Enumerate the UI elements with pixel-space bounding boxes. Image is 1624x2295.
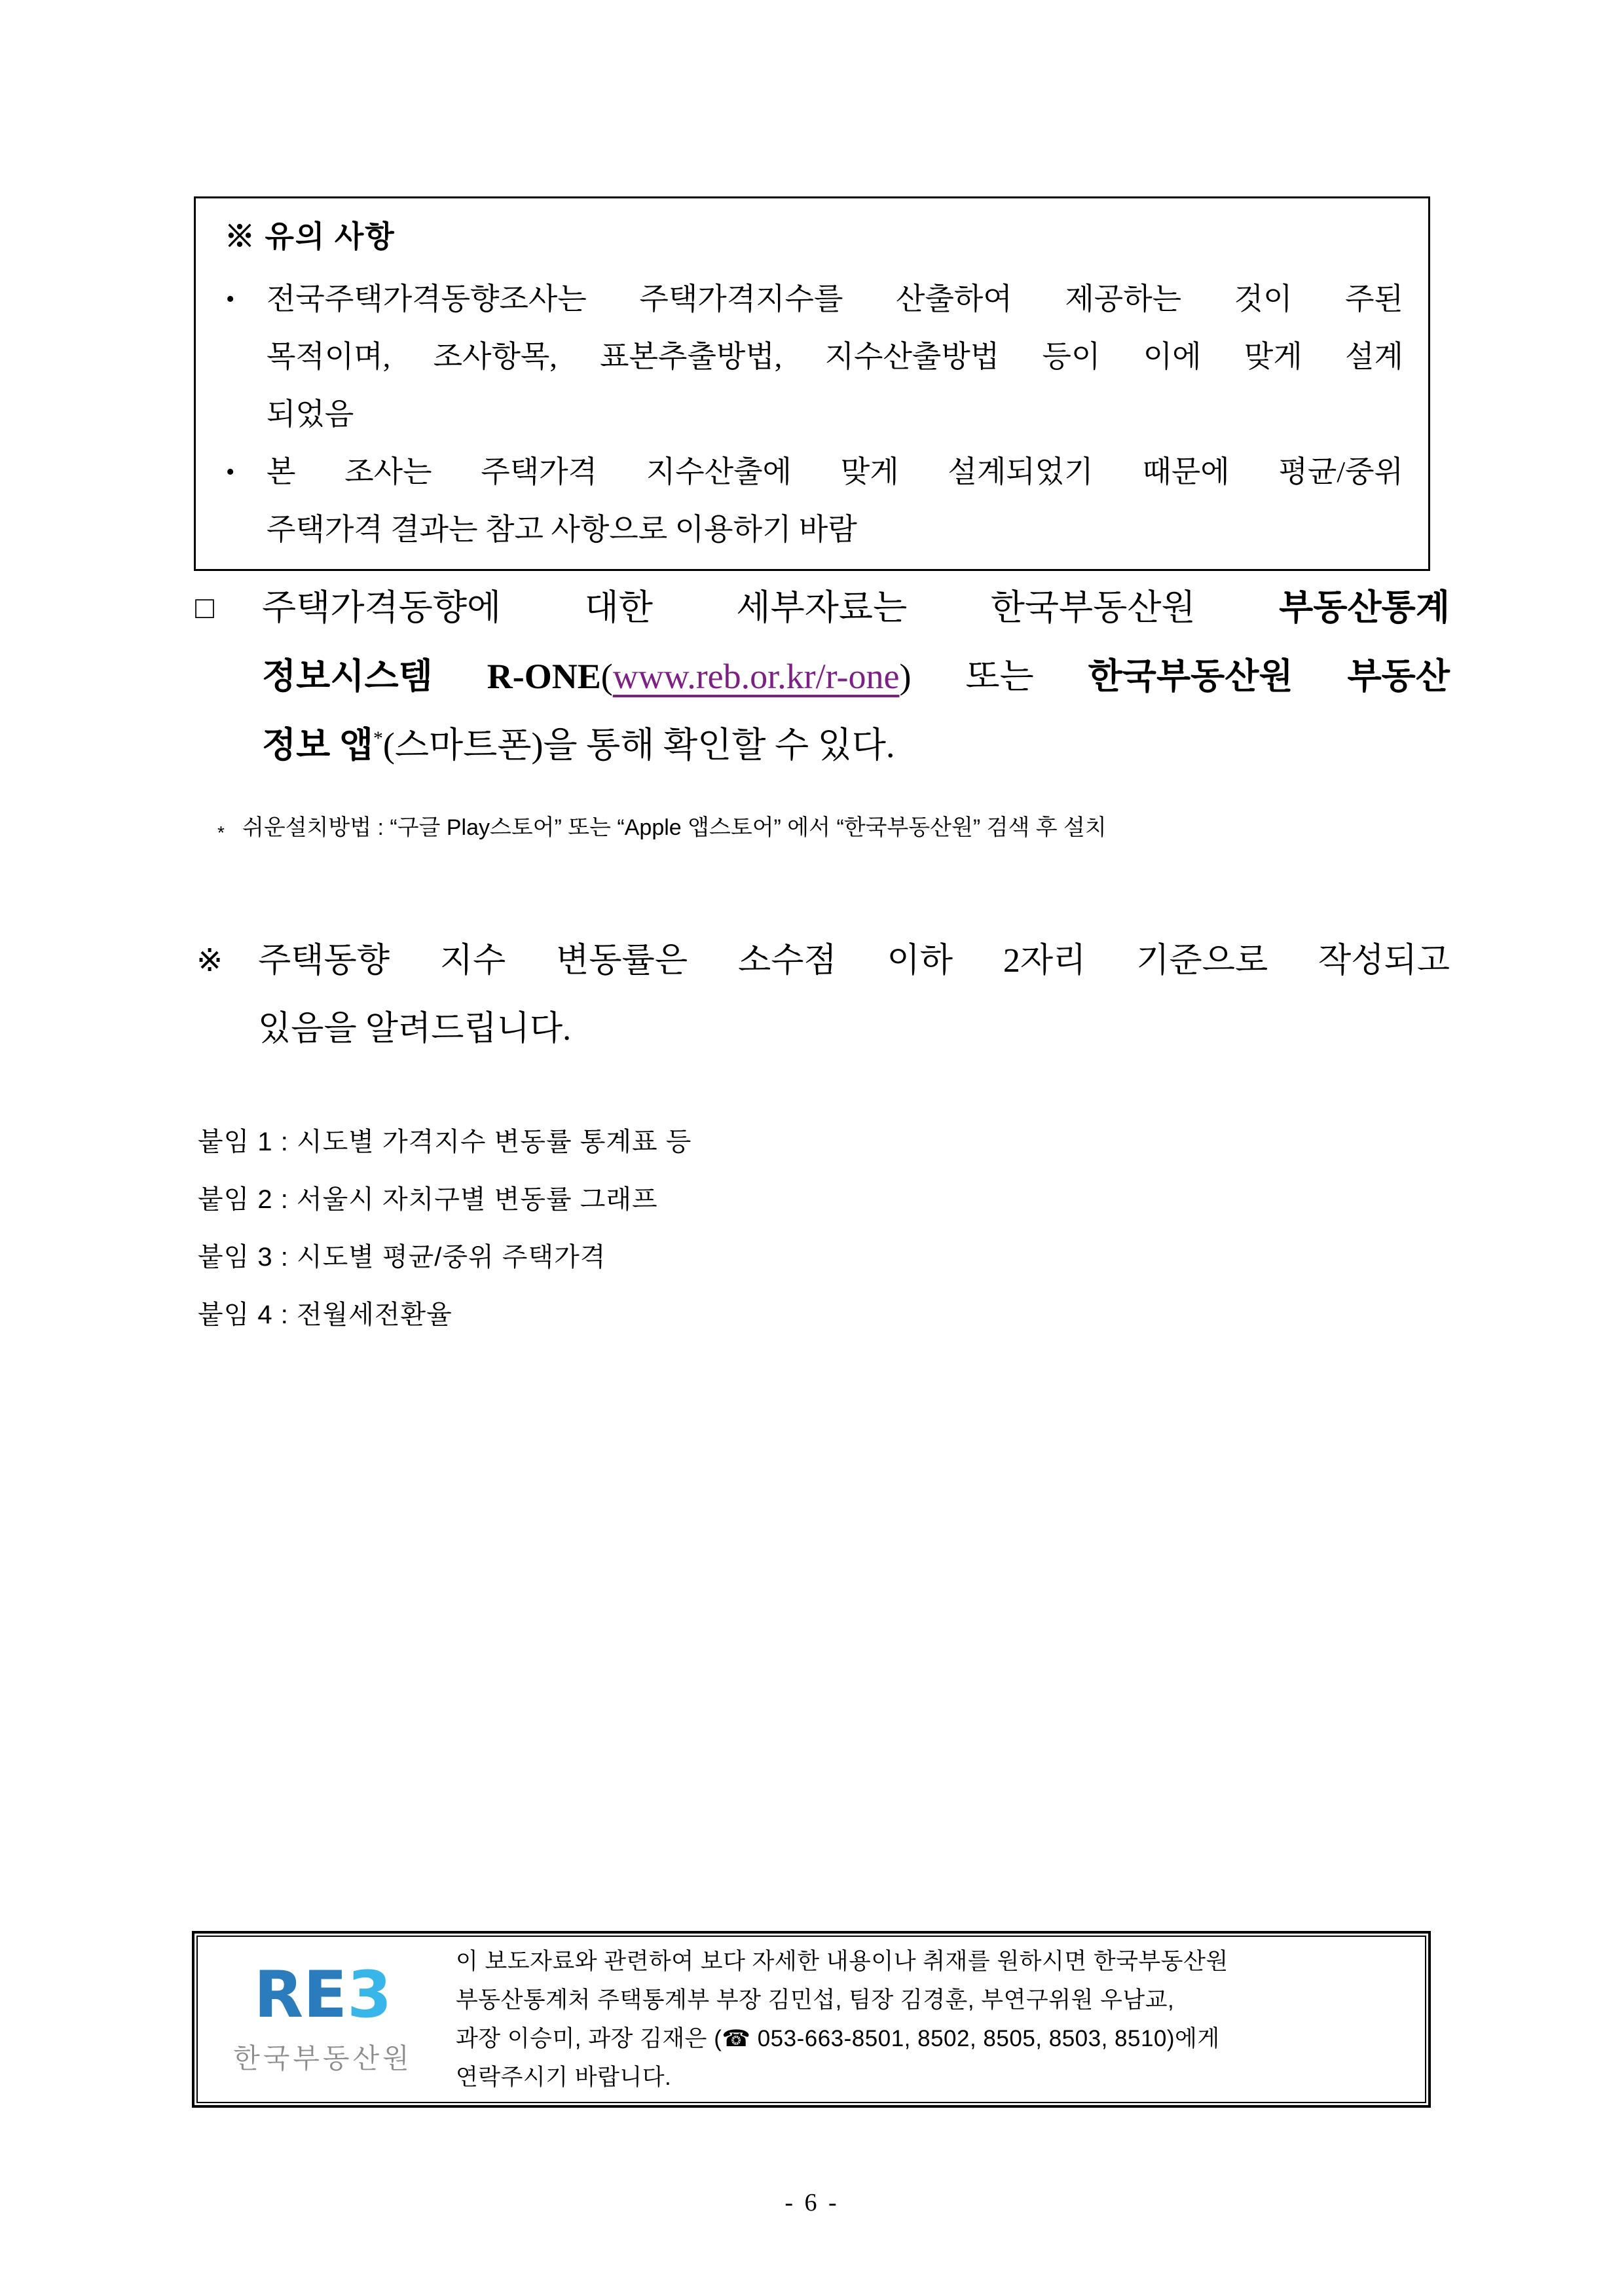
attachment-item-4: 붙임 4 : 전월세전환율 [198, 1300, 452, 1329]
line2-bold-org: 한국부동산원 부동산 [1088, 657, 1450, 696]
footnote-asterisk-marker: * [373, 728, 383, 749]
notice-bullet-1-line-3: 되었음 [267, 397, 354, 431]
reb-logo-re: RE [253, 1958, 348, 2032]
paren-open: ( [600, 657, 613, 696]
attachment-item-3: 붙임 3 : 시도별 평균/중위 주택가격 [198, 1243, 606, 1272]
contact-text [431, 1942, 1408, 2097]
line2-bold-rone: 정보시스템 R-ONE [262, 657, 601, 696]
contact-line-1: 이 보도자료와 관련하여 보다 자세한 내용이나 취재를 원하시면 한국부동산원 [456, 1949, 1228, 1974]
notice-title: ※ 유의 사항 [225, 220, 396, 253]
notice-bullet-1-line-2: 목적이며, 조사항목, 표본추출방법, 지수산출방법 등이 이에 맞게 설계 [267, 340, 1403, 373]
checkbox-square-icon: □ [195, 591, 214, 625]
line1-normal-text: 주택가격동향에 대한 세부자료는 한국부동산원 [262, 588, 1280, 627]
line1-bold-text: 부동산통계 [1279, 588, 1450, 627]
line2-normal-text: 또는 [911, 657, 1088, 696]
notice-box [194, 196, 1430, 571]
notice-bullet-1-line-1: 전국주택가격동향조사는 주택가격지수를 산출하여 제공하는 것이 주된 [267, 282, 1403, 316]
paren-close: ) [899, 657, 912, 696]
line3-normal-text: (스마트폰)을 통해 확인할 수 있다. [382, 725, 895, 765]
bullet-icon: • [226, 285, 235, 313]
main-paragraph-line-3 [262, 711, 1450, 780]
decimal-note-line-2: 있음을 알려드립니다. [258, 1010, 572, 1048]
reb-logo-3: 3 [347, 1958, 392, 2032]
notice-bullet-2 [221, 443, 1403, 559]
page-number: - 6 - [784, 2189, 840, 2216]
reb-logo [215, 1958, 431, 2076]
main-paragraph [195, 574, 1450, 780]
contact-line-2: 부동산통계처 주택통계부 부장 김민섭, 팀장 김경훈, 부연구위원 우남교, [456, 1987, 1175, 2013]
notice-bullet-1 [221, 270, 1403, 443]
attachments-list [198, 1113, 1246, 1344]
asterisk-icon: * [217, 822, 225, 843]
install-footnote [217, 812, 1449, 849]
main-paragraph-line-1 [262, 574, 1450, 642]
decimal-note [196, 927, 1450, 1063]
reference-mark-icon: ※ [196, 944, 223, 978]
bullet-icon: • [226, 458, 235, 486]
attachment-item-2: 붙임 2 : 서울시 자치구별 변동률 그래프 [198, 1185, 658, 1214]
decimal-note-line-1: 주택동향 지수 변동률은 소수점 이하 2자리 기준으로 작성되고 [258, 942, 1450, 980]
contact-line-4: 연락주시기 바랍니다. [456, 2065, 672, 2090]
install-footnote-text: 쉬운설치방법 : “구글 Play스토어” 또는 “Apple 앱스토어” 에서 “한국부동산원” 검색 후 설치 [242, 815, 1107, 840]
line3-bold-app: 정보 앱 [262, 725, 373, 765]
reb-logo-org-name: 한국부동산원 [233, 2043, 413, 2074]
r-one-link[interactable]: www.reb.or.kr/r-one [612, 657, 900, 696]
contact-line-3: 과장 이승미, 과장 김재은 (☎ 053-663-8501, 8502, 8505, 8503, 8510)에게 [456, 2026, 1220, 2051]
main-paragraph-line-2 [262, 642, 1450, 711]
notice-bullet-2-line-1: 본 조사는 주택가격 지수산출에 맞게 설계되었기 때문에 평균/중위 [267, 455, 1403, 488]
notice-bullet-2-line-2: 주택가격 결과는 참고 사항으로 이용하기 바람 [267, 513, 857, 546]
contact-info-box [196, 1936, 1426, 2103]
attachment-item-1: 붙임 1 : 시도별 가격지수 변동률 통계표 등 [198, 1128, 692, 1156]
